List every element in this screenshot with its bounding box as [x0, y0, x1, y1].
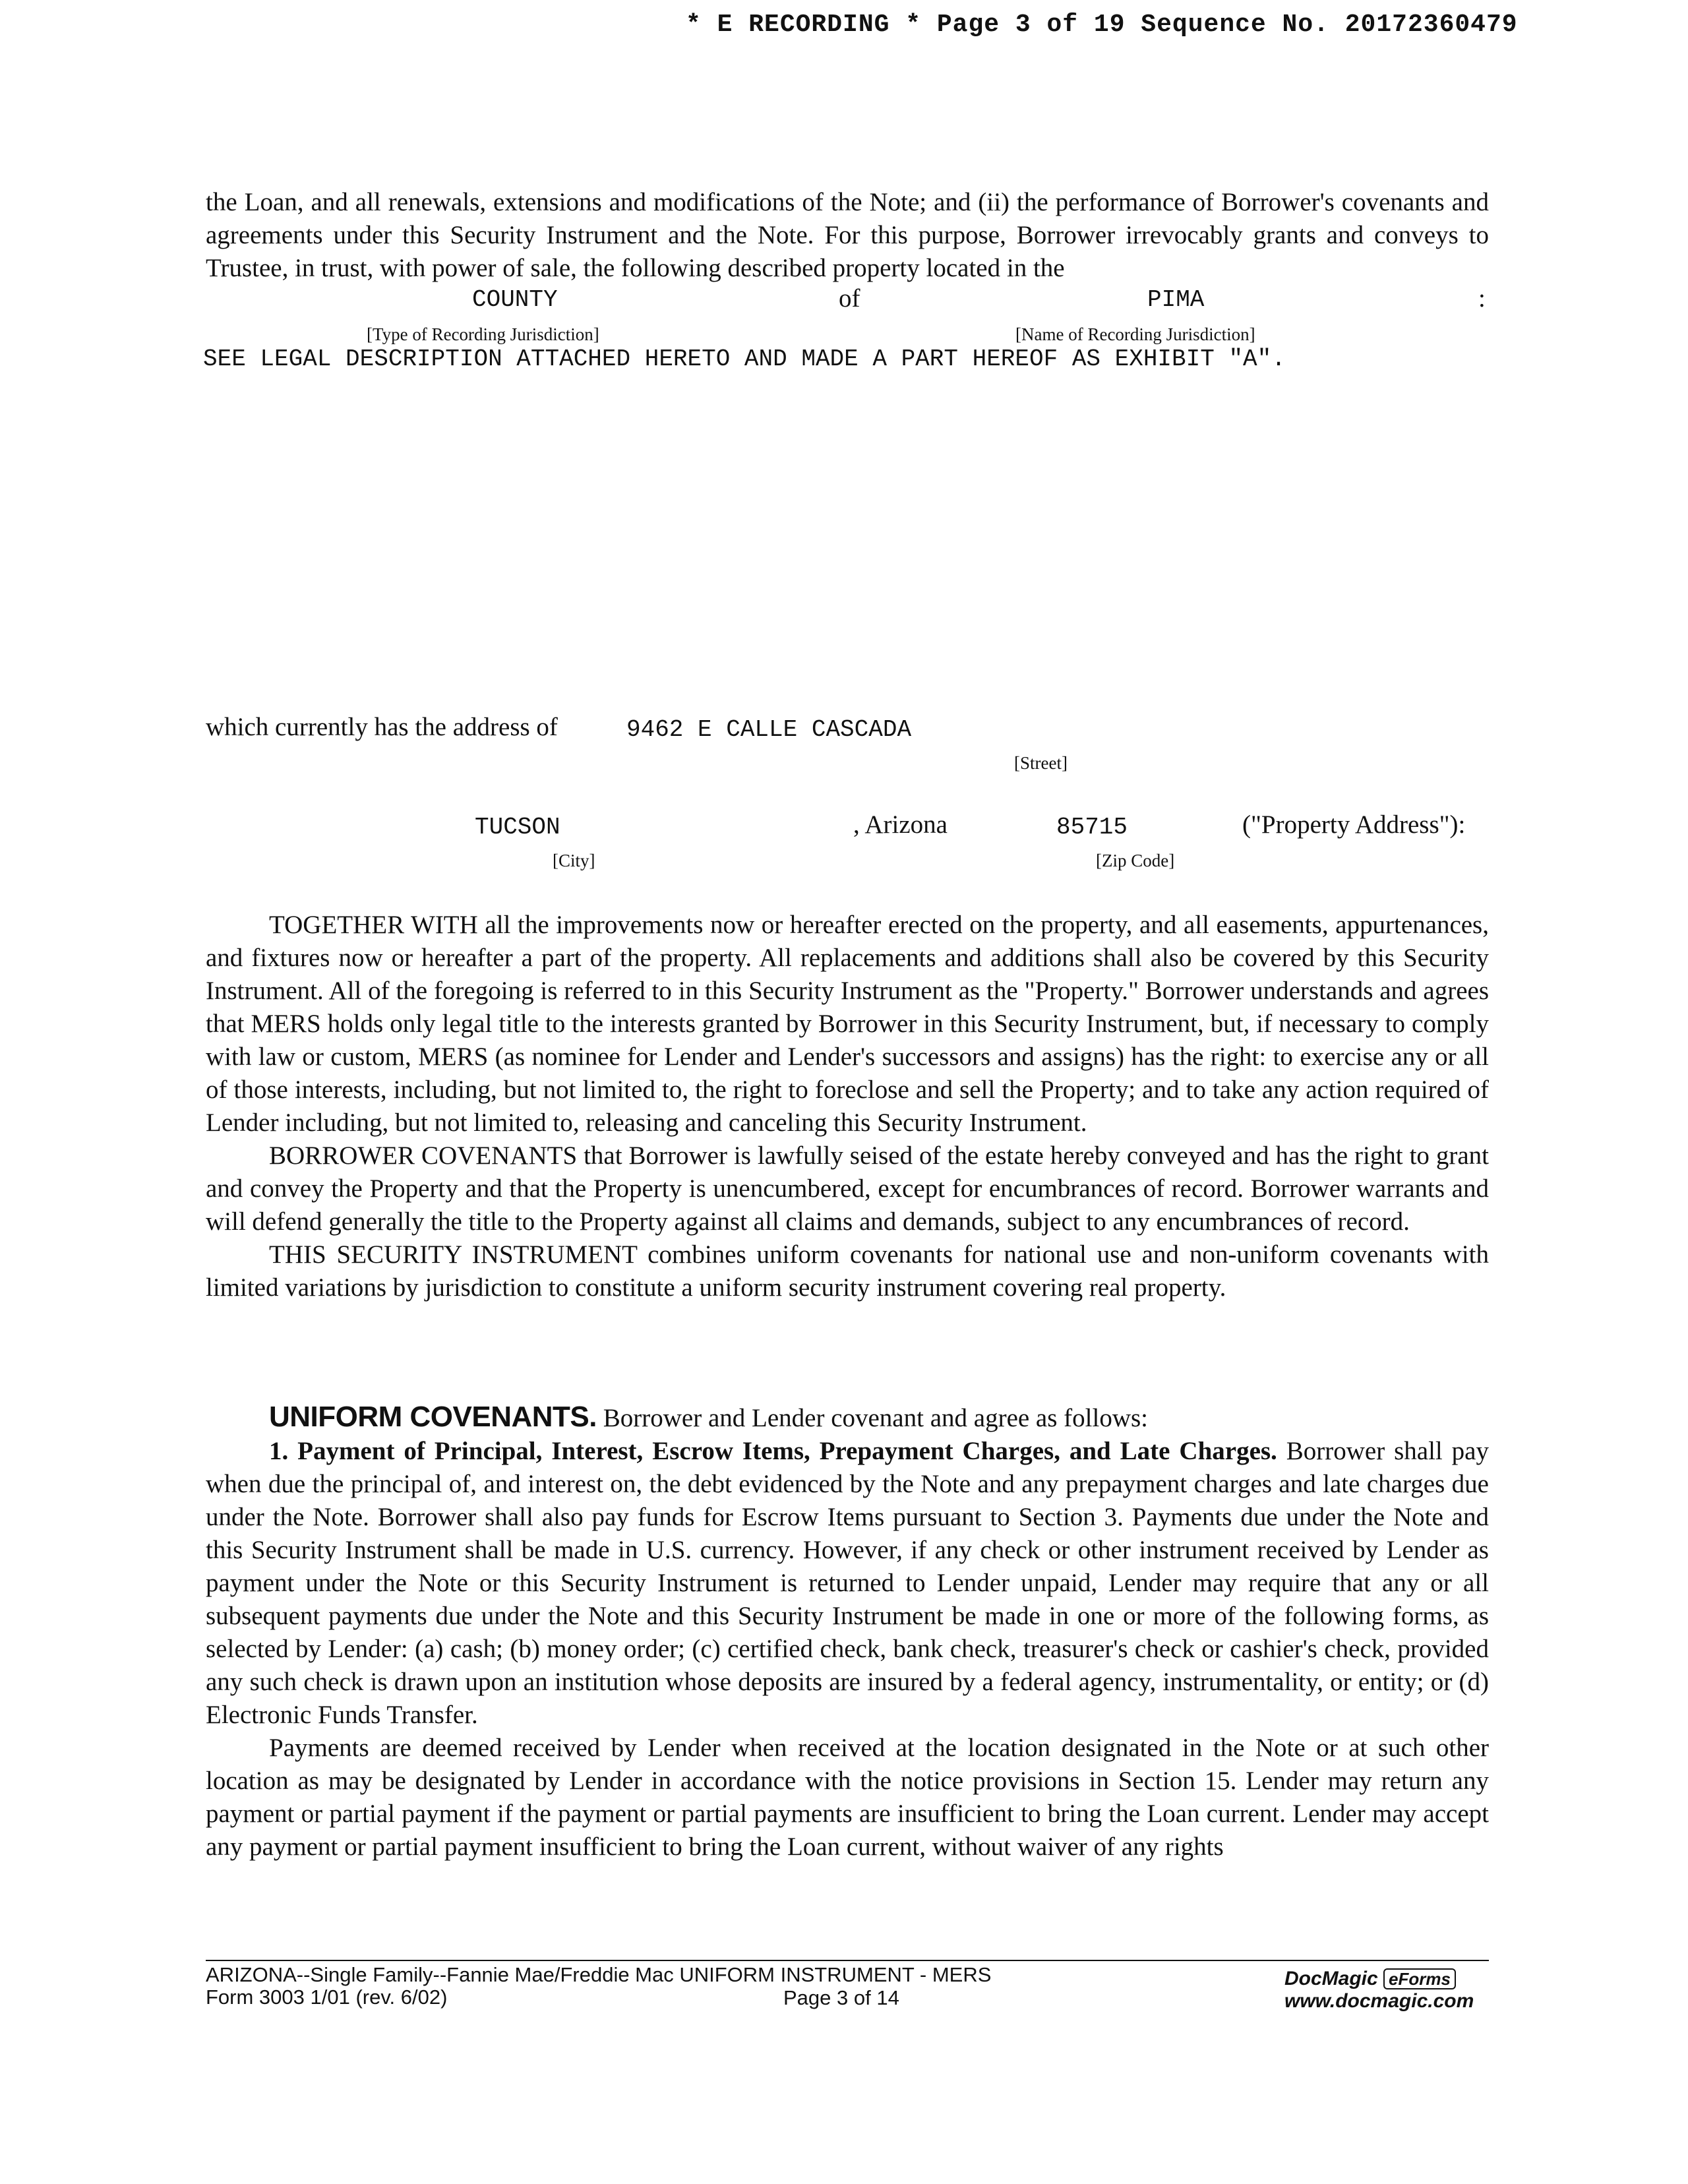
recording-header: * E RECORDING * Page 3 of 19 Sequence No. 20172360479 — [686, 11, 1518, 39]
state-label: , Arizona — [853, 810, 948, 839]
city-caption: [City] — [553, 851, 595, 870]
payments-paragraph: Payments are deemed received by Lender when received at the location designated in the Note or at such other location as may be designated by Lender in accordance with the notice provisions in Section 15. Lender may return any payment or partial payment if the payment or partial payments are insufficient to bring the Loan current. Lender may accept any payment or partial payment insufficient to bring the Loan current, without waiver of any rights — [206, 1734, 1489, 1861]
eforms-logo: eForms — [1383, 1968, 1456, 1989]
city-value: TUCSON — [475, 814, 560, 841]
jurisdiction-name-caption: [Name of Recording Jurisdiction] — [1015, 324, 1255, 344]
footer-brand — [1284, 1968, 1474, 2013]
zip-caption: [Zip Code] — [1096, 851, 1175, 870]
street-value: 9462 E CALLE CASCADA — [626, 716, 912, 743]
address-lead: which currently has the address of — [206, 713, 558, 741]
jurisdiction-name-value: PIMA — [1147, 286, 1205, 313]
uniform-covenants-section — [206, 1401, 1489, 1864]
jurisdiction-of: of — [839, 284, 860, 313]
body-paragraphs — [206, 909, 1489, 1304]
footer-page-number: Page 3 of 14 — [783, 1986, 899, 2009]
section-1-text: Borrower shall pay when due the principal of, and interest on, the debt evidenced by the Note and any prepayment charges and late charges due under the Note. Borrower shall also pay funds for Escrow Items pursuant to Section 3. Payments due under the Note and this Security Instrument shall be made in U.S. currency. However, if any check or other instrument received by Lender as payment under the Note or this Security Instrument is returned to Lender unpaid, Lender may require that any or all subsequent payments due under the Note and this Security Instrument be made in one or more of the following forms, as selected by Lender: (a) cash; (b) money order; (c) certified check, bank check, treasurer's check or cashier's check, provided any such check is drawn upon an institution whose deposits are insured by a federal agency, instrumentality, or entity; or (d) Electronic Funds Transfer. — [206, 1437, 1489, 1729]
uniform-covenants-intro — [206, 1401, 1489, 1435]
footer-form-line2: Form 3003 1/01 (rev. 6/02) — [206, 1986, 448, 2009]
zip-value: 85715 — [1056, 814, 1128, 841]
this-security-paragraph: THIS SECURITY INSTRUMENT combines uniform covenants for national use and non-uniform covenants with limited variations by jurisdiction to constitute a uniform security instrument covering real property. — [206, 1240, 1489, 1302]
together-paragraph: TOGETHER WITH all the improvements now or hereafter erected on the property, and all easements, appurtenances, and fixtures now or hereafter a part of the property. All replacements and additions shall also be covered by this Security Instrument. All of the foregoing is referred to in this Security Instrument as the "Property." Borrower understands and agrees that MERS holds only legal title to the interests granted by Borrower in this Security Instrument, but, if necessary to comply with law or custom, MERS (as nominee for Lender and Lender's successors and assigns) has the right: to exercise any or all of those interests, including, but not limited to, the right to foreclose and sell the Property; and to take any action required of Lender including, but not limited to, releasing and canceling this Security Instrument. — [206, 911, 1489, 1137]
section-1-paragraph — [206, 1435, 1489, 1732]
jurisdiction-colon: : — [1478, 284, 1486, 313]
property-address-label: ("Property Address"): — [1242, 810, 1466, 839]
legal-description: SEE LEGAL DESCRIPTION ATTACHED HERETO AND MADE A PART HEREOF AS EXHIBIT "A". — [203, 346, 1286, 373]
brand-name: DocMagic — [1284, 1968, 1378, 1989]
uniform-covenants-lead: Borrower and Lender covenant and agree as follows: — [597, 1404, 1149, 1432]
uniform-covenants-title: UNIFORM COVENANTS. — [269, 1401, 597, 1433]
section-1-heading: 1. Payment of Principal, Interest, Escrow Items, Prepayment Charges, and Late Charges. — [269, 1437, 1277, 1465]
street-caption: [Street] — [1014, 753, 1068, 773]
jurisdiction-type-caption: [Type of Recording Jurisdiction] — [367, 324, 599, 344]
opening-paragraph — [206, 186, 1489, 285]
borrower-covenants-paragraph: BORROWER COVENANTS that Borrower is lawfully seised of the estate hereby conveyed and has the right to grant and convey the Property and that the Property is unencumbered, except for encumbrances of record. Borrower warrants and will defend generally the title to the Property against all claims and demands, subject to any encumbrances of record. — [206, 1141, 1489, 1236]
opening-text: the Loan, and all renewals, extensions and modifications of the Note; and (ii) the performance of Borrower's covenants and agreements under this Security Instrument and the Note. For this purpose, Borrower irrevocably grants and conveys to Trustee, in trust, with power of sale, the following described property located in the — [206, 188, 1489, 282]
brand-website: www.docmagic.com — [1284, 1990, 1474, 2012]
footer-form-line1: ARIZONA--Single Family--Fannie Mae/Freddie Mac UNIFORM INSTRUMENT - MERS — [206, 1963, 992, 1986]
jurisdiction-type-value: COUNTY — [472, 286, 558, 313]
footer-rule — [206, 1960, 1489, 1961]
